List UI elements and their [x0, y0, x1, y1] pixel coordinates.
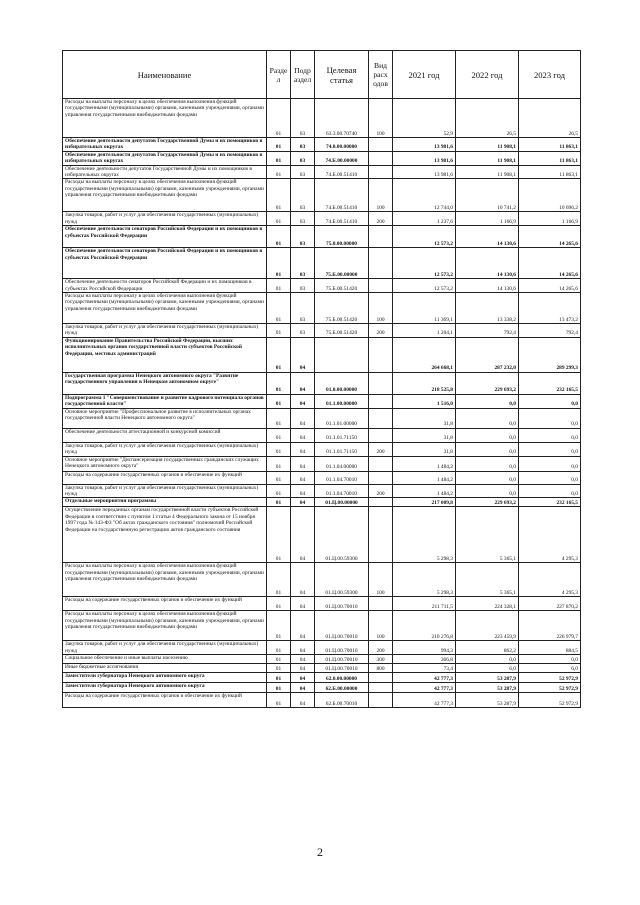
cell-target: 75.Б.00.00000 — [315, 248, 369, 279]
cell-2021: 42 777,3 — [393, 673, 456, 683]
cell-type — [369, 151, 393, 165]
cell-target: 01.Ц.00.70010 — [315, 641, 369, 655]
cell-razdel: 01 — [267, 165, 291, 179]
col-header-2021: 2021 год — [393, 51, 456, 99]
table-row — [63, 179, 581, 212]
cell-podrazdel: 04 — [291, 597, 315, 611]
cell-target: 74.Б.00.00000 — [315, 151, 369, 165]
cell-target: 01.Ц.00.59300 — [315, 507, 369, 563]
cell-target: 01.1.01.00000 — [315, 408, 369, 428]
cell-name: Иные бюджетные ассигнования — [63, 664, 267, 673]
table-row — [63, 563, 581, 597]
cell-razdel: 01 — [267, 498, 291, 507]
cell-2023: 226 979,7 — [519, 611, 581, 641]
cell-2022: 13 338,2 — [456, 293, 519, 324]
cell-name: Обеспечение деятельности депутатов Государственной Думы и их помощников в избирательных округах — [63, 165, 267, 179]
cell-podrazdel: 04 — [291, 394, 315, 408]
table-row — [63, 693, 581, 708]
cell-podrazdel: 04 — [291, 498, 315, 507]
table-row — [63, 611, 581, 641]
cell-2021: 994,3 — [393, 641, 456, 655]
col-header-podrazdel: Подр аздел — [291, 51, 315, 99]
cell-name: Расходы на содержание государственных органов и обеспечение их функций — [63, 597, 267, 611]
cell-razdel: 01 — [267, 324, 291, 338]
cell-name: Осуществление переданных органам государственной власти субъектов Российской Федерации в соответствии с пунктом 1 статьи 4 Федерального закона от 15 ноября 1997 года № 143-ФЗ "Об актах гражданского состояния" полномочий Российской Федерации на государственную регистрацию актов гражданского состояния — [63, 507, 267, 563]
cell-razdel: 01 — [267, 641, 291, 655]
cell-2022: 0,0 — [456, 456, 519, 471]
cell-type — [369, 428, 393, 442]
cell-podrazdel: 04 — [291, 563, 315, 597]
cell-name: Расходы на выплаты персоналу в целях обеспечения выполнения функций государственными (муниципальными) органами, казенными учреждениями, органами управления государственными внебюджетными фондами — [63, 179, 267, 212]
cell-2021: 217 009,8 — [393, 498, 456, 507]
cell-target: 62.0.00.00000 — [315, 673, 369, 683]
cell-target — [315, 337, 369, 372]
cell-name: Расходы на выплаты персоналу в целях обеспечения выполнения функций государственными (муниципальными) органами, казенными учреждениями, органами управления государственными внебюджетными фондами — [63, 99, 267, 138]
cell-podrazdel: 03 — [291, 248, 315, 279]
cell-razdel: 01 — [267, 279, 291, 293]
cell-name: Социальное обеспечение и иные выплаты населению — [63, 655, 267, 664]
cell-razdel: 01 — [267, 597, 291, 611]
cell-name: Основное мероприятие "Профессиональное развитие в исполнительных органах государственной власти Ненецкого автономного округа" — [63, 408, 267, 428]
table-row — [63, 248, 581, 279]
cell-2023: 14 265,6 — [519, 279, 581, 293]
cell-podrazdel: 04 — [291, 471, 315, 484]
table-row — [63, 99, 581, 138]
table-row — [63, 138, 581, 152]
cell-name: Обеспечение деятельности сенаторов Российской Федерации и их помощников в субъектах Российской Федерации — [63, 279, 267, 293]
cell-target: 01.1.04.70010 — [315, 471, 369, 484]
cell-type — [369, 673, 393, 683]
cell-target: 01.Ц.00.70010 — [315, 664, 369, 673]
cell-razdel: 01 — [267, 655, 291, 664]
cell-name: Расходы на выплаты персоналу в целях обеспечения выполнения функций государственными (муниципальными) органами, казенными учреждениями, органами управления государственными внебюджетными фондами — [63, 611, 267, 641]
cell-2022: 0,0 — [456, 428, 519, 442]
cell-target: 01.1.04.00000 — [315, 456, 369, 471]
table-row — [63, 683, 581, 693]
cell-target: 62.Б.00.00000 — [315, 683, 369, 693]
cell-2021: 52,9 — [393, 99, 456, 138]
cell-name: Государственная программа Ненецкого автономного округа "Развитие государственного управления в Ненецком автономном округе" — [63, 372, 267, 394]
cell-podrazdel: 03 — [291, 99, 315, 138]
cell-2022: 14 130,6 — [456, 279, 519, 293]
cell-2023: 232 165,5 — [519, 498, 581, 507]
table-row — [63, 394, 581, 408]
table-row — [63, 597, 581, 611]
cell-2023: 0,0 — [519, 456, 581, 471]
cell-name: Закупка товаров, работ и услуг для обеспечения государственных (муниципальных) нужд — [63, 324, 267, 338]
cell-2021: 42 777,3 — [393, 683, 456, 693]
cell-type — [369, 693, 393, 708]
cell-razdel: 01 — [267, 408, 291, 428]
cell-name: Обеспечение деятельности сенаторов Российской Федерации и их помощников в субъектах Российской Федерации — [63, 226, 267, 248]
cell-name: Отдельные мероприятия программы — [63, 498, 267, 507]
cell-name: Обеспечение деятельности сенаторов Российской Федерации и их помощников в субъектах Российской Федерации — [63, 248, 267, 279]
cell-2021: 13 981,6 — [393, 165, 456, 179]
cell-target: 75.0.00.00000 — [315, 226, 369, 248]
cell-2022: 223 459,9 — [456, 611, 519, 641]
cell-podrazdel: 04 — [291, 611, 315, 641]
table-row — [63, 442, 581, 456]
cell-podrazdel: 04 — [291, 372, 315, 394]
table-row — [63, 324, 581, 338]
cell-razdel: 01 — [267, 428, 291, 442]
cell-razdel: 01 — [267, 151, 291, 165]
table-row — [63, 456, 581, 471]
cell-podrazdel: 04 — [291, 655, 315, 664]
cell-type: 200 — [369, 484, 393, 498]
cell-target: 62.Б.00.70010 — [315, 693, 369, 708]
cell-2022: 0,0 — [456, 484, 519, 498]
table-row — [63, 664, 581, 673]
cell-2022: 229 693,2 — [456, 498, 519, 507]
cell-name: Обеспечение деятельности депутатов Государственной Думы и их помощников в избирательных округах — [63, 138, 267, 152]
cell-type: 200 — [369, 641, 393, 655]
cell-2021: 13 981,6 — [393, 138, 456, 152]
cell-podrazdel: 04 — [291, 408, 315, 428]
cell-2023: 52 972,9 — [519, 693, 581, 708]
cell-type: 200 — [369, 212, 393, 226]
cell-name: Подпрограмма 1 "Совершенствование и развитие кадрового потенциала органов государственной власти" — [63, 394, 267, 408]
table-row — [63, 293, 581, 324]
cell-name: Расходы на содержание государственных органов и обеспечение их функций — [63, 693, 267, 708]
cell-podrazdel: 03 — [291, 165, 315, 179]
cell-type — [369, 372, 393, 394]
cell-target: 74.0.00.00000 — [315, 138, 369, 152]
cell-2021: 218 525,8 — [393, 372, 456, 394]
cell-2022: 792,4 — [456, 324, 519, 338]
cell-type: 100 — [369, 99, 393, 138]
cell-type: 200 — [369, 442, 393, 456]
cell-2023: 13 473,2 — [519, 293, 581, 324]
cell-2021: 13 981,6 — [393, 151, 456, 165]
cell-name: Расходы на содержание государственных органов и обеспечение их функций — [63, 471, 267, 484]
cell-target: 74.Б.00.51410 — [315, 165, 369, 179]
cell-2023: 792,4 — [519, 324, 581, 338]
cell-2021: 5 298,3 — [393, 563, 456, 597]
cell-type — [369, 456, 393, 471]
cell-2023: 11 863,1 — [519, 138, 581, 152]
cell-name: Основное мероприятие "Диспансеризация государственных гражданских служащих Ненецкого автономного округа" — [63, 456, 267, 471]
cell-podrazdel: 04 — [291, 442, 315, 456]
cell-2023: 227 870,2 — [519, 597, 581, 611]
cell-podrazdel: 03 — [291, 279, 315, 293]
cell-type — [369, 226, 393, 248]
cell-target: 01.Ц.00.70010 — [315, 597, 369, 611]
cell-type — [369, 248, 393, 279]
cell-target: 01.Ц.00.59300 — [315, 563, 369, 597]
cell-podrazdel: 03 — [291, 151, 315, 165]
col-header-2023: 2023 год — [519, 51, 581, 99]
cell-razdel: 01 — [267, 394, 291, 408]
cell-razdel: 01 — [267, 212, 291, 226]
cell-razdel: 01 — [267, 442, 291, 456]
cell-2021: 1 204,1 — [393, 324, 456, 338]
cell-target: 75.Б.00.51420 — [315, 279, 369, 293]
cell-2021: 264 668,1 — [393, 337, 456, 372]
cell-2021: 1 516,0 — [393, 394, 456, 408]
table-row — [63, 372, 581, 394]
cell-name: Заместители губернатора Ненецкого автономного округа — [63, 673, 267, 683]
cell-name: Расходы на выплаты персоналу в целях обеспечения выполнения функций государственными (муниципальными) органами, казенными учреждениями, органами управления государственными внебюджетными фондами — [63, 563, 267, 597]
page-number: 2 — [317, 845, 323, 859]
col-header-target: Целевая статья — [315, 51, 369, 99]
cell-type — [369, 683, 393, 693]
cell-2021: 366,8 — [393, 655, 456, 664]
cell-name: Закупка товаров, работ и услуг для обеспечения государственных (муниципальных) нужд — [63, 212, 267, 226]
cell-type — [369, 507, 393, 563]
cell-razdel: 01 — [267, 683, 291, 693]
cell-2022: 10 741,2 — [456, 179, 519, 212]
table-row — [63, 408, 581, 428]
cell-razdel: 01 — [267, 456, 291, 471]
cell-razdel: 01 — [267, 179, 291, 212]
cell-2022: 5 365,1 — [456, 563, 519, 597]
cell-2022: 53 287,9 — [456, 683, 519, 693]
cell-podrazdel: 04 — [291, 664, 315, 673]
cell-2023: 0,0 — [519, 408, 581, 428]
cell-2021: 31,8 — [393, 442, 456, 456]
col-header-type: Вид расх одов — [369, 51, 393, 99]
cell-2022: 0,0 — [456, 471, 519, 484]
cell-podrazdel: 04 — [291, 337, 315, 372]
table-row — [63, 471, 581, 484]
cell-razdel: 01 — [267, 693, 291, 708]
cell-razdel: 01 — [267, 484, 291, 498]
cell-podrazdel: 04 — [291, 428, 315, 442]
cell-2023: 0,0 — [519, 471, 581, 484]
cell-target: 01.Ц.00.70010 — [315, 655, 369, 664]
cell-podrazdel: 03 — [291, 226, 315, 248]
cell-name: Обеспечение деятельности депутатов Государственной Думы и их помощников в избирательных округах — [63, 151, 267, 165]
cell-2022: 11 908,1 — [456, 138, 519, 152]
cell-name: Закупка товаров, работ и услуг для обеспечения государственных (муниципальных) нужд — [63, 484, 267, 498]
cell-2023: 14 265,6 — [519, 226, 581, 248]
cell-podrazdel: 04 — [291, 641, 315, 655]
cell-name: Обеспечение деятельности аттестационной и конкурсной комиссий — [63, 428, 267, 442]
cell-2021: 31,8 — [393, 428, 456, 442]
cell-podrazdel: 03 — [291, 212, 315, 226]
cell-2022: 14 130,6 — [456, 248, 519, 279]
cell-2021: 11 369,1 — [393, 293, 456, 324]
cell-podrazdel: 03 — [291, 324, 315, 338]
cell-target: 01.1.04.70010 — [315, 484, 369, 498]
cell-target: 75.Б.00.51420 — [315, 293, 369, 324]
cell-2022: 0,0 — [456, 408, 519, 428]
cell-2021: 12 744,0 — [393, 179, 456, 212]
table-row — [63, 226, 581, 248]
cell-2021: 1 484,2 — [393, 484, 456, 498]
cell-type — [369, 498, 393, 507]
cell-2022: 53 287,9 — [456, 673, 519, 683]
cell-2022: 287 232,0 — [456, 337, 519, 372]
cell-razdel: 01 — [267, 611, 291, 641]
cell-2023: 1 166,9 — [519, 212, 581, 226]
cell-2023: 289 299,3 — [519, 337, 581, 372]
table-row — [63, 641, 581, 655]
table-row — [63, 151, 581, 165]
cell-2023: 0,0 — [519, 442, 581, 456]
cell-2021: 210 276,8 — [393, 611, 456, 641]
cell-podrazdel: 03 — [291, 293, 315, 324]
cell-type — [369, 408, 393, 428]
cell-razdel: 01 — [267, 673, 291, 683]
cell-2022: 0,0 — [456, 442, 519, 456]
cell-type: 100 — [369, 293, 393, 324]
cell-razdel: 01 — [267, 293, 291, 324]
cell-2023: 232 165,5 — [519, 372, 581, 394]
cell-target: 01.1.00.00000 — [315, 394, 369, 408]
cell-type — [369, 138, 393, 152]
cell-2021: 31,8 — [393, 408, 456, 428]
cell-razdel: 01 — [267, 664, 291, 673]
table-row — [63, 212, 581, 226]
table-row — [63, 498, 581, 507]
cell-razdel: 01 — [267, 471, 291, 484]
cell-2022: 53 287,9 — [456, 693, 519, 708]
cell-razdel: 01 — [267, 507, 291, 563]
cell-type: 200 — [369, 324, 393, 338]
cell-2023: 0,0 — [519, 484, 581, 498]
cell-type — [369, 337, 393, 372]
cell-2022: 229 693,2 — [456, 372, 519, 394]
cell-2023: 11 863,1 — [519, 165, 581, 179]
cell-type: 800 — [369, 664, 393, 673]
cell-target: 74.Б.00.51410 — [315, 179, 369, 212]
cell-2021: 211 711,5 — [393, 597, 456, 611]
table-row — [63, 484, 581, 498]
cell-name: Закупка товаров, работ и услуг для обеспечения государственных (муниципальных) нужд — [63, 442, 267, 456]
cell-name: Закупка товаров, работ и услуг для обеспечения государственных (муниципальных) нужд — [63, 641, 267, 655]
cell-type — [369, 471, 393, 484]
cell-type — [369, 165, 393, 179]
budget-table — [62, 50, 581, 708]
cell-2023: 26,5 — [519, 99, 581, 138]
cell-razdel: 01 — [267, 226, 291, 248]
cell-razdel: 01 — [267, 337, 291, 372]
table-row — [63, 279, 581, 293]
cell-2022: 6,0 — [456, 664, 519, 673]
cell-2021: 1 237,6 — [393, 212, 456, 226]
cell-type — [369, 597, 393, 611]
cell-type — [369, 394, 393, 408]
table-row — [63, 655, 581, 664]
table-row — [63, 165, 581, 179]
cell-2023: 6,0 — [519, 664, 581, 673]
cell-2022: 0,0 — [456, 655, 519, 664]
table-header-row — [63, 51, 581, 99]
cell-2021: 12 573,2 — [393, 248, 456, 279]
cell-2023: 52 972,9 — [519, 683, 581, 693]
cell-2023: 11 863,1 — [519, 151, 581, 165]
cell-target: 01.0.00.00000 — [315, 372, 369, 394]
cell-2022: 26,5 — [456, 99, 519, 138]
cell-podrazdel: 04 — [291, 507, 315, 563]
cell-type — [369, 279, 393, 293]
cell-type: 100 — [369, 563, 393, 597]
table-row — [63, 673, 581, 683]
cell-2021: 12 573,2 — [393, 226, 456, 248]
cell-2023: 52 972,9 — [519, 673, 581, 683]
cell-type: 100 — [369, 611, 393, 641]
cell-2023: 4 295,3 — [519, 563, 581, 597]
cell-2023: 0,0 — [519, 655, 581, 664]
cell-name: Заместители губернатора Ненецкого автономного округа — [63, 683, 267, 693]
cell-target: 01.1.01.71150 — [315, 428, 369, 442]
cell-2023: 884,5 — [519, 641, 581, 655]
cell-2022: 1 166,9 — [456, 212, 519, 226]
cell-2021: 12 573,2 — [393, 279, 456, 293]
cell-2022: 14 130,6 — [456, 226, 519, 248]
cell-2022: 11 908,1 — [456, 151, 519, 165]
cell-2021: 42 777,3 — [393, 693, 456, 708]
cell-2021: 5 298,3 — [393, 507, 456, 563]
table-body — [63, 99, 581, 708]
cell-target: 01.1.01.71150 — [315, 442, 369, 456]
cell-name: Функционирование Правительства Российской Федерации, высших исполнительных органов государственной власти субъектов Российской Федерации, местных администраций — [63, 337, 267, 372]
table-row — [63, 428, 581, 442]
cell-2022: 5 365,1 — [456, 507, 519, 563]
cell-razdel: 01 — [267, 138, 291, 152]
cell-2021: 1 484,2 — [393, 456, 456, 471]
cell-razdel: 01 — [267, 248, 291, 279]
cell-razdel: 01 — [267, 563, 291, 597]
cell-target: 74.Б.00.51410 — [315, 212, 369, 226]
cell-podrazdel: 04 — [291, 484, 315, 498]
cell-podrazdel: 04 — [291, 693, 315, 708]
cell-podrazdel: 03 — [291, 138, 315, 152]
cell-2023: 10 696,2 — [519, 179, 581, 212]
cell-podrazdel: 03 — [291, 179, 315, 212]
col-header-name: Наименование — [63, 51, 267, 99]
cell-2022: 224 328,1 — [456, 597, 519, 611]
cell-razdel: 01 — [267, 372, 291, 394]
cell-2021: 1 484,2 — [393, 471, 456, 484]
cell-podrazdel: 04 — [291, 456, 315, 471]
cell-name: Расходы на выплаты персоналу в целях обеспечения выполнения функций государственными (муниципальными) органами, казенными учреждениями, органами управления государственными внебюджетными фондами — [63, 293, 267, 324]
cell-target: 63.3.00.70740 — [315, 99, 369, 138]
cell-2023: 0,0 — [519, 428, 581, 442]
cell-target: 75.Б.00.51420 — [315, 324, 369, 338]
cell-2022: 862,2 — [456, 641, 519, 655]
cell-type: 100 — [369, 179, 393, 212]
table-row — [63, 507, 581, 563]
cell-2021: 73,4 — [393, 664, 456, 673]
cell-2023: 14 265,6 — [519, 248, 581, 279]
col-header-2022: 2022 год — [456, 51, 519, 99]
cell-2022: 11 908,1 — [456, 165, 519, 179]
cell-2022: 0,0 — [456, 394, 519, 408]
cell-podrazdel: 04 — [291, 673, 315, 683]
cell-target: 01.Ц.00.70010 — [315, 611, 369, 641]
cell-podrazdel: 04 — [291, 683, 315, 693]
cell-razdel: 01 — [267, 99, 291, 138]
cell-target: 01.Ц.00.00000 — [315, 498, 369, 507]
cell-2023: 0,0 — [519, 394, 581, 408]
table-row — [63, 337, 581, 372]
cell-2023: 4 295,3 — [519, 507, 581, 563]
cell-type: 300 — [369, 655, 393, 664]
col-header-razdel: Разде л — [267, 51, 291, 99]
